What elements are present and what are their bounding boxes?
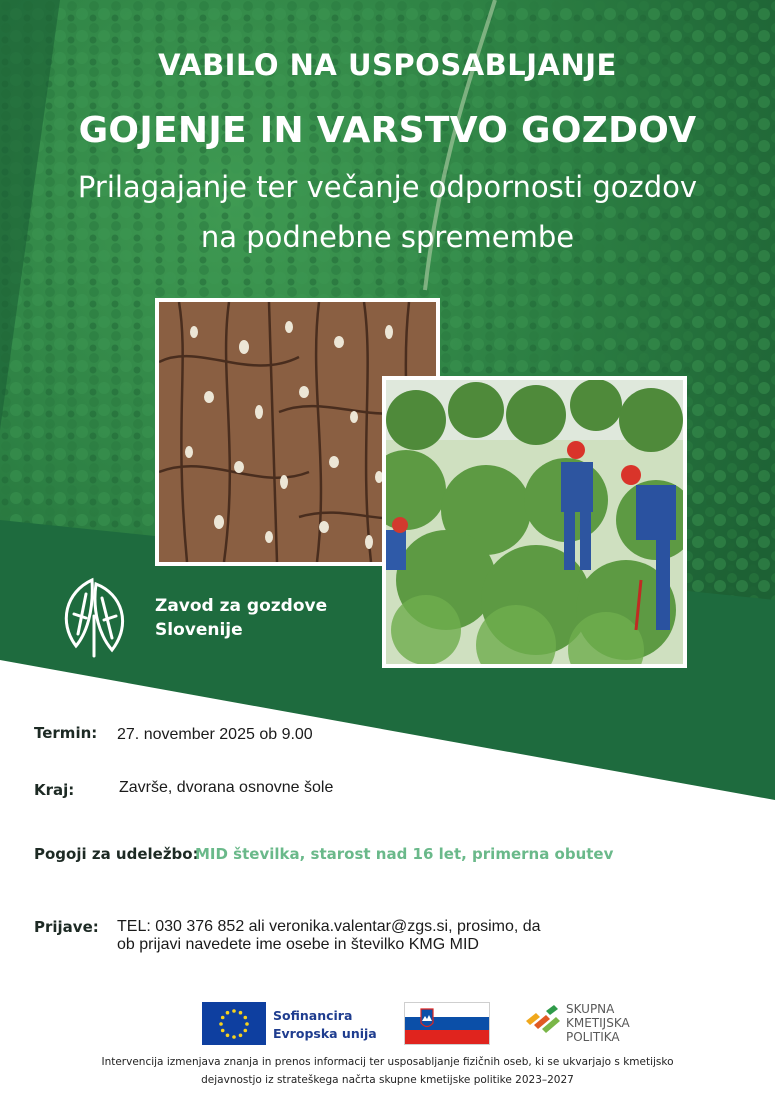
organization-name (155, 594, 327, 642)
prijave-line-2: ob prijavi navedete ime osebe in številko KMG MID (117, 936, 479, 953)
skp-line-2: KMETIJSKA (566, 1016, 630, 1030)
prijave-line-1: TEL: 030 376 852 ali veronika.valentar@zgs.si, prosimo, da (117, 918, 541, 935)
pogoji-label: Pogoji za udeležbo: (34, 845, 199, 863)
zgs-leaf-logo-icon (52, 574, 136, 658)
slovenia-flag-image (405, 1003, 489, 1044)
eu-flag-icon (202, 1002, 266, 1045)
eu-stars-icon (202, 1002, 266, 1045)
organization-name-line-2: Slovenije (155, 620, 243, 640)
prijave-label: Prijave: (34, 918, 99, 936)
kraj-value: Završe, dvorana osnovne šole (119, 779, 334, 796)
footer-note-line-2: dejavnostjo iz strateškega načrta skupne kmetijske politike 2023–2027 (201, 1074, 574, 1086)
eu-line-2: Evropska unija (273, 1026, 377, 1041)
eu-cofunding-text (273, 1007, 377, 1043)
subtitle-line-2: na podnebne spremembe (200, 220, 575, 254)
forest-workers-photo (382, 376, 687, 668)
invitation-kicker: VABILO NA USPOSABLJANJE (158, 48, 617, 82)
kraj-label: Kraj: (34, 781, 75, 799)
prijave-value (117, 918, 541, 954)
skp-line-3: POLITIKA (566, 1030, 620, 1044)
subtitle-line-1: Prilagajanje ter večanje odpornosti gozdov (77, 170, 698, 204)
page-title: GOJENJE IN VARSTVO GOZDOV (78, 110, 697, 151)
termin-value: 27. november 2025 ob 9.00 (117, 726, 313, 743)
skp-text (566, 1002, 630, 1044)
footer-note-line-1: Intervencija izmenjava znanja in prenos informacij ter usposabljanje fizičnih oseb, ki se ukvarjajo s kmetijsko (101, 1056, 674, 1068)
termin-label: Termin: (34, 724, 98, 742)
skp-line-1: SKUPNA (566, 1002, 615, 1016)
subtitle (0, 162, 775, 262)
slovenia-flag-icon (404, 1002, 490, 1045)
footer-note (0, 1053, 775, 1089)
skp-logo-icon (524, 1003, 564, 1033)
pogoji-value: MID številka, starost nad 16 let, primerna obutev (195, 845, 614, 863)
forest-workers-image (386, 380, 683, 664)
eu-line-1: Sofinancira (273, 1008, 353, 1023)
organization-name-line-1: Zavod za gozdove (155, 596, 328, 616)
